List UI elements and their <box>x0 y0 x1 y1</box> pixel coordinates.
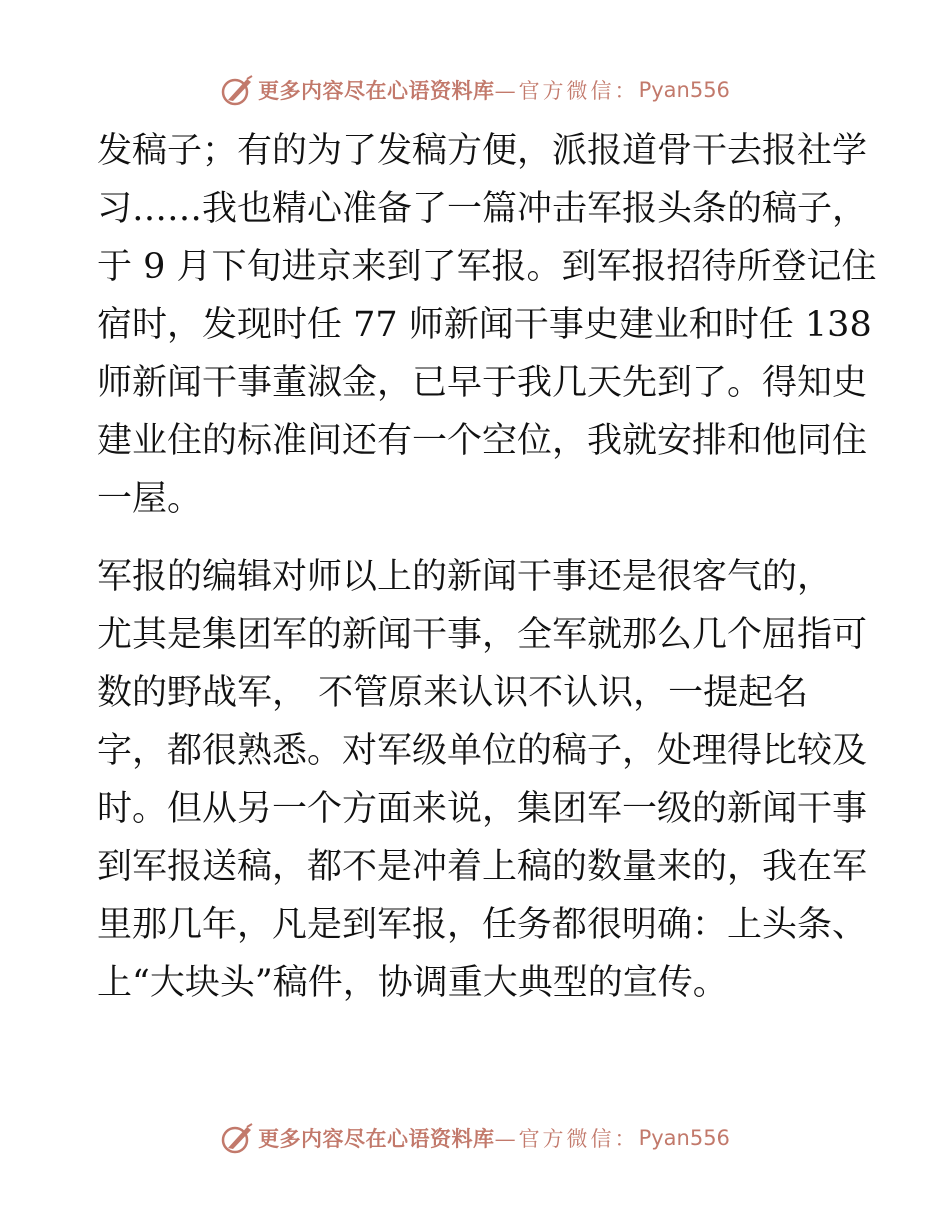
paragraph-2 <box>97 548 868 1012</box>
watermark-handle: Pyan556 <box>638 1126 730 1150</box>
header-watermark <box>0 70 950 110</box>
feather-pen-logo-icon <box>220 73 254 107</box>
text-line: 习……我也精心准备了一篇冲击军报头条的稿子， <box>97 189 868 229</box>
text-line: 里那几年，凡是到军报，任务都很明确：上头条、 <box>97 905 868 945</box>
watermark-contact: —官方微信： <box>494 79 639 103</box>
text-line: 时。但从另一个方面来说，集团军一级的新闻干事 <box>97 789 868 829</box>
watermark-contact: —官方微信： <box>494 1127 639 1151</box>
text-line: 一屋。 <box>97 479 203 519</box>
text-line: 字，都很熟悉。对军级单位的稿子，处理得比较及 <box>97 731 868 771</box>
text-line: 军报的编辑对师以上的新闻干事还是很客气的， <box>97 557 833 597</box>
text-line: 尤其是集团军的新闻干事，全军就那么几个屈指可 <box>97 615 868 655</box>
text-line: 于 9 月下旬进京来到了军报。到军报招待所登记住 <box>97 247 877 287</box>
text-line: 宿时，发现时任 77 师新闻干事史建业和时任 138 <box>97 305 872 345</box>
text-line: 数的野战军， 不管原来认识不认识，一提起名 <box>97 673 809 713</box>
document-body <box>97 122 877 1012</box>
text-line: 发稿子；有的为了发稿方便，派报道骨干去报社学 <box>97 131 868 171</box>
watermark-brand: 更多内容尽在心语资料库 <box>258 1126 495 1151</box>
watermark-brand: 更多内容尽在心语资料库 <box>258 78 495 103</box>
paragraph-1 <box>97 122 877 528</box>
watermark-handle: Pyan556 <box>638 78 730 102</box>
footer-watermark <box>0 1118 950 1158</box>
text-line: 到军报送稿，都不是冲着上稿的数量来的，我在军 <box>97 847 868 887</box>
text-line: 上“大块头”稿件，协调重大典型的宣传。 <box>97 963 728 1003</box>
feather-pen-logo-icon <box>220 1121 254 1155</box>
text-line: 建业住的标准间还有一个空位，我就安排和他同住 <box>97 421 868 461</box>
text-line: 师新闻干事董淑金，已早于我几天先到了。得知史 <box>97 363 868 403</box>
